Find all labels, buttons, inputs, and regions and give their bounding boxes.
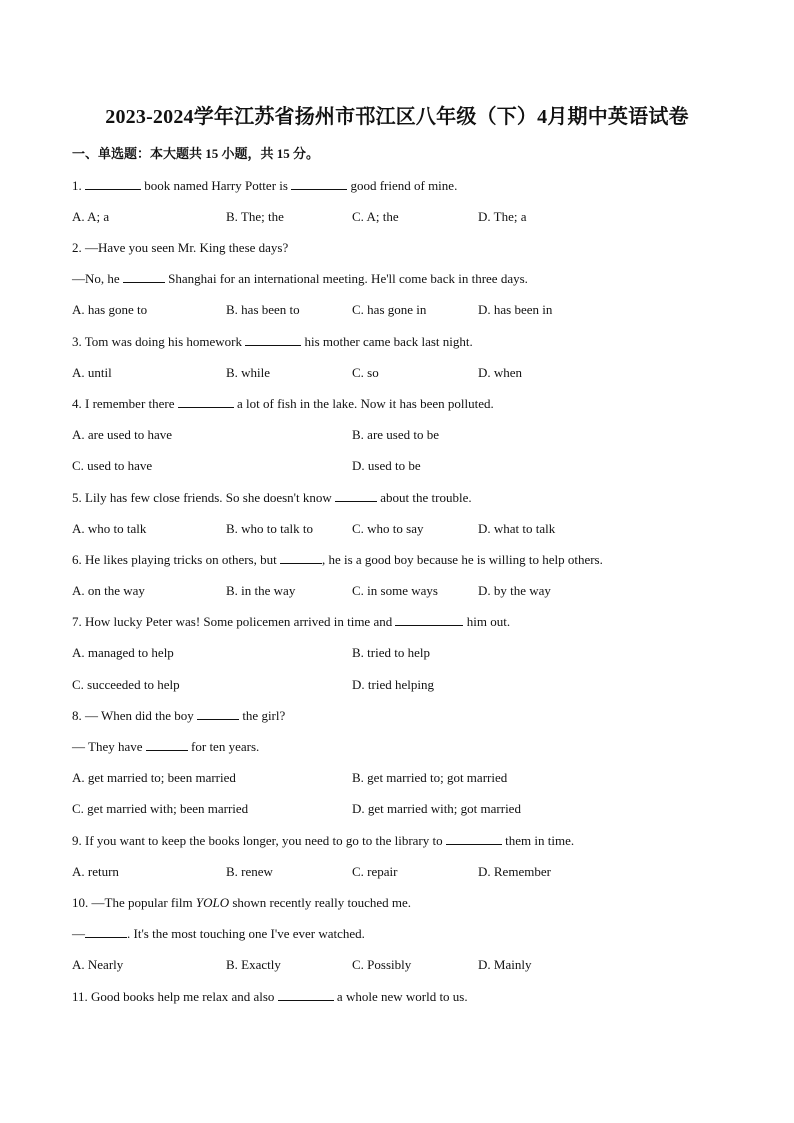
option-a: A. until bbox=[72, 365, 112, 380]
option-b: B. while bbox=[226, 365, 271, 380]
question-text: Shanghai for an international meeting. He'll come back in three days. bbox=[168, 271, 528, 286]
option-d: D. has been in bbox=[478, 302, 553, 317]
answer-blank bbox=[123, 270, 165, 283]
question-9 bbox=[72, 832, 574, 850]
question-text: 10. —The popular film bbox=[72, 895, 193, 910]
option-d: D. get married with; got married bbox=[352, 801, 521, 816]
question-text: 8. — When did the boy bbox=[72, 708, 194, 723]
question-text: them in time. bbox=[505, 833, 575, 848]
question-4 bbox=[72, 395, 494, 413]
option-a: A. on the way bbox=[72, 583, 145, 598]
answer-blank bbox=[85, 925, 127, 938]
answer-blank bbox=[146, 738, 188, 751]
option-b: B. who to talk to bbox=[226, 521, 314, 536]
answer-blank bbox=[335, 489, 377, 502]
option-c: C. get married with; been married bbox=[72, 801, 249, 816]
question-5 bbox=[72, 489, 472, 507]
question-text: — They have bbox=[72, 739, 143, 754]
option-a: A. has gone to bbox=[72, 302, 148, 317]
question-text: about the trouble. bbox=[380, 490, 472, 505]
film-title: YOLO bbox=[195, 895, 230, 910]
option-d: D. by the way bbox=[478, 583, 551, 598]
answer-blank bbox=[178, 395, 234, 408]
option-d: D. Remember bbox=[478, 864, 551, 879]
option-b: B. Exactly bbox=[226, 957, 281, 972]
section-heading: 一、单选题：本大题共 15 小题，共 15 分。 bbox=[72, 146, 320, 161]
option-a: A. are used to have bbox=[72, 427, 172, 442]
option-a: A. who to talk bbox=[72, 521, 147, 536]
question-text: good friend of mine. bbox=[350, 178, 458, 193]
question-text: 5. Lily has few close friends. So she doesn't know bbox=[72, 490, 332, 505]
question-text: book named Harry Potter is bbox=[144, 178, 288, 193]
option-c: C. in some ways bbox=[352, 583, 438, 598]
option-c: C. A; the bbox=[352, 209, 399, 224]
option-b: B. are used to be bbox=[352, 427, 440, 442]
option-b: B. The; the bbox=[226, 209, 284, 224]
answer-blank bbox=[197, 707, 239, 720]
question-2-reply bbox=[72, 270, 528, 288]
answer-blank bbox=[291, 177, 347, 190]
option-c: C. has gone in bbox=[352, 302, 427, 317]
option-c: C. used to have bbox=[72, 458, 153, 473]
question-1 bbox=[72, 177, 457, 195]
answer-blank bbox=[446, 832, 502, 845]
question-text: 6. He likes playing tricks on others, but bbox=[72, 552, 277, 567]
question-text: — bbox=[72, 926, 85, 941]
question-text: a whole new world to us. bbox=[336, 989, 468, 1004]
option-b: B. has been to bbox=[226, 302, 300, 317]
option-d: D. when bbox=[478, 365, 523, 380]
option-d: D. what to talk bbox=[478, 521, 556, 536]
answer-blank bbox=[395, 613, 463, 626]
question-text: for ten years. bbox=[191, 739, 260, 754]
option-c: C. who to say bbox=[352, 521, 424, 536]
option-b: B. tried to help bbox=[352, 645, 430, 660]
option-a: A. return bbox=[72, 864, 119, 879]
question-text: 11. Good books help me relax and also bbox=[72, 989, 275, 1004]
question-3 bbox=[72, 333, 473, 351]
question-11 bbox=[72, 988, 468, 1006]
question-text: —No, he bbox=[72, 271, 120, 286]
question-text: , he is a good boy because he is willing to help others. bbox=[321, 552, 603, 567]
option-c: C. repair bbox=[352, 864, 398, 879]
option-d: D. The; a bbox=[478, 209, 527, 224]
option-d: D. tried helping bbox=[352, 677, 434, 692]
option-b: B. renew bbox=[226, 864, 273, 879]
option-d: D. Mainly bbox=[478, 957, 532, 972]
answer-blank bbox=[280, 551, 322, 564]
option-b: B. get married to; got married bbox=[352, 770, 508, 785]
question-2: 2. —Have you seen Mr. King these days? bbox=[72, 240, 289, 255]
question-text: 9. If you want to keep the books longer, you need to go to the library to bbox=[72, 833, 443, 848]
question-text: a lot of fish in the lake. Now it has been polluted. bbox=[237, 396, 494, 411]
question-text: shown recently really touched me. bbox=[232, 895, 412, 910]
option-b: B. in the way bbox=[226, 583, 296, 598]
option-d: D. used to be bbox=[352, 458, 421, 473]
question-6 bbox=[72, 551, 603, 569]
question-8-reply bbox=[72, 738, 259, 756]
question-text: . It's the most touching one I've ever watched. bbox=[127, 926, 365, 941]
question-text: 4. I remember there bbox=[72, 396, 175, 411]
answer-blank bbox=[85, 177, 141, 190]
option-a: A. managed to help bbox=[72, 645, 174, 660]
question-text: his mother came back last night. bbox=[304, 334, 473, 349]
question-text: 3. Tom was doing his homework bbox=[72, 334, 243, 349]
question-number: 1. bbox=[72, 178, 82, 193]
option-c: C. Possibly bbox=[352, 957, 412, 972]
question-10-reply bbox=[72, 925, 365, 943]
option-a: A. A; a bbox=[72, 209, 110, 224]
question-text: him out. bbox=[466, 614, 511, 629]
question-8 bbox=[72, 707, 285, 725]
option-a: A. get married to; been married bbox=[72, 770, 236, 785]
option-a: A. Nearly bbox=[72, 957, 124, 972]
page-title: 2023-2024学年江苏省扬州市邗江区八年级（下）4月期中英语试卷 bbox=[105, 106, 689, 128]
option-c: C. succeeded to help bbox=[72, 677, 180, 692]
option-c: C. so bbox=[352, 365, 379, 380]
question-7 bbox=[72, 613, 510, 631]
question-text: the girl? bbox=[242, 708, 286, 723]
answer-blank bbox=[278, 988, 334, 1001]
question-10 bbox=[72, 894, 411, 912]
question-text: 7. How lucky Peter was! Some policemen arrived in time and bbox=[72, 614, 393, 629]
answer-blank bbox=[245, 333, 301, 346]
